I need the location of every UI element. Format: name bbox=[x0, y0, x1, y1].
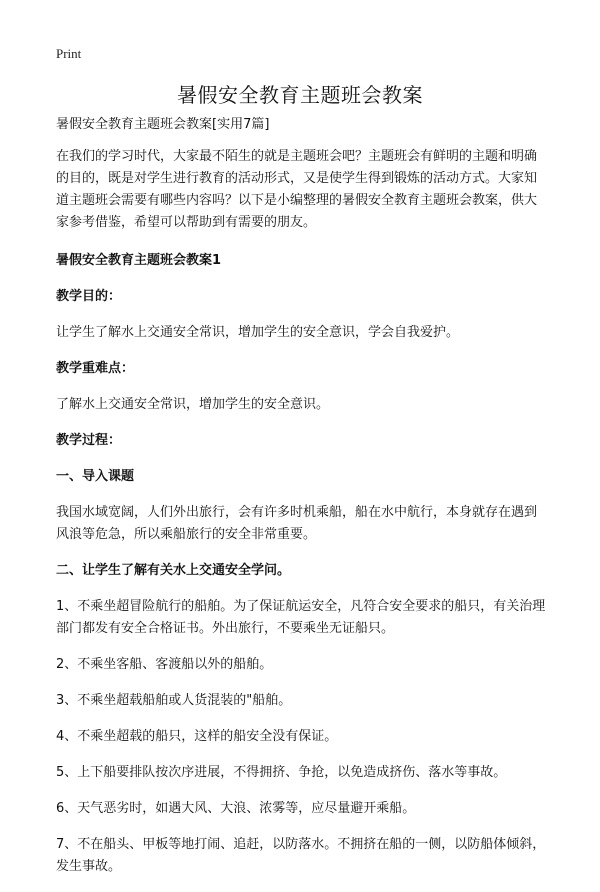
rule-item: 3、不乘坐超载船舶或人货混装的"船舶。 bbox=[56, 693, 292, 708]
document-body bbox=[56, 114, 548, 892]
rule-item: 4、不乘坐超载的船只，这样的船安全没有保证。 bbox=[56, 729, 338, 744]
key-points-heading: 教学重难点： bbox=[56, 361, 135, 376]
key-points-text: 了解水上交通安全常识，增加学生的安全意识。 bbox=[56, 397, 330, 412]
rule-item: 7、不在船头、甲板等地打闹、追赶，以防落水。不拥挤在船的一侧，以防船体倾斜，发生事故。 bbox=[56, 837, 546, 874]
document-title: 暑假安全教育主题班会教案 bbox=[177, 83, 423, 107]
goal-text: 让学生了解水上交通安全常识，增加学生的安全意识，学会自我爱护。 bbox=[56, 325, 460, 340]
rule-item: 5、上下船要排队按次序进展，不得拥挤、争抢，以免造成挤伤、落水等事故。 bbox=[56, 765, 507, 780]
goal-heading: 教学目的： bbox=[56, 289, 122, 304]
part1-text: 我国水域宽阔，人们外出旅行，会有许多时机乘船，船在水中航行，本身就存在遇到风浪等危急，所以乘船旅行的安全非常重要。 bbox=[56, 505, 538, 542]
document-subtitle: 暑假安全教育主题班会教案[实用7篇] bbox=[56, 117, 270, 132]
rule-item: 6、天气恶劣时，如遇大风、大浪、浓雾等，应尽量避开乘船。 bbox=[56, 801, 416, 816]
intro-paragraph: 在我们的学习时代，大家最不陌生的就是主题班会吧？主题班会有鲜明的主题和明确的目的，既是对学生进行教育的活动形式，又是使学生得到锻炼的活动方式。大家知道主题班会需要有哪些内容吗？以下是小编整理的暑假安全教育主题班会教案，供大家参考借鉴，希望可以帮助到有需要的朋友。 bbox=[56, 149, 538, 230]
rule-item: 2、不乘坐客船、客渡船以外的船舶。 bbox=[56, 657, 273, 672]
part2-heading: 二、让学生了解有关水上交通安全学问。 bbox=[56, 563, 291, 578]
print-label[interactable]: Print bbox=[56, 46, 82, 61]
rule-item: 1、不乘坐超冒险航行的船舶。为了保证航运安全，凡符合安全要求的船只，有关治理部门都发有安全合格证书。外出旅行，不要乘坐无证船只。 bbox=[56, 599, 546, 636]
part1-heading: 一、导入课题 bbox=[56, 469, 135, 484]
process-heading: 教学过程： bbox=[56, 433, 122, 448]
section-heading: 暑假安全教育主题班会教案1 bbox=[56, 253, 222, 268]
